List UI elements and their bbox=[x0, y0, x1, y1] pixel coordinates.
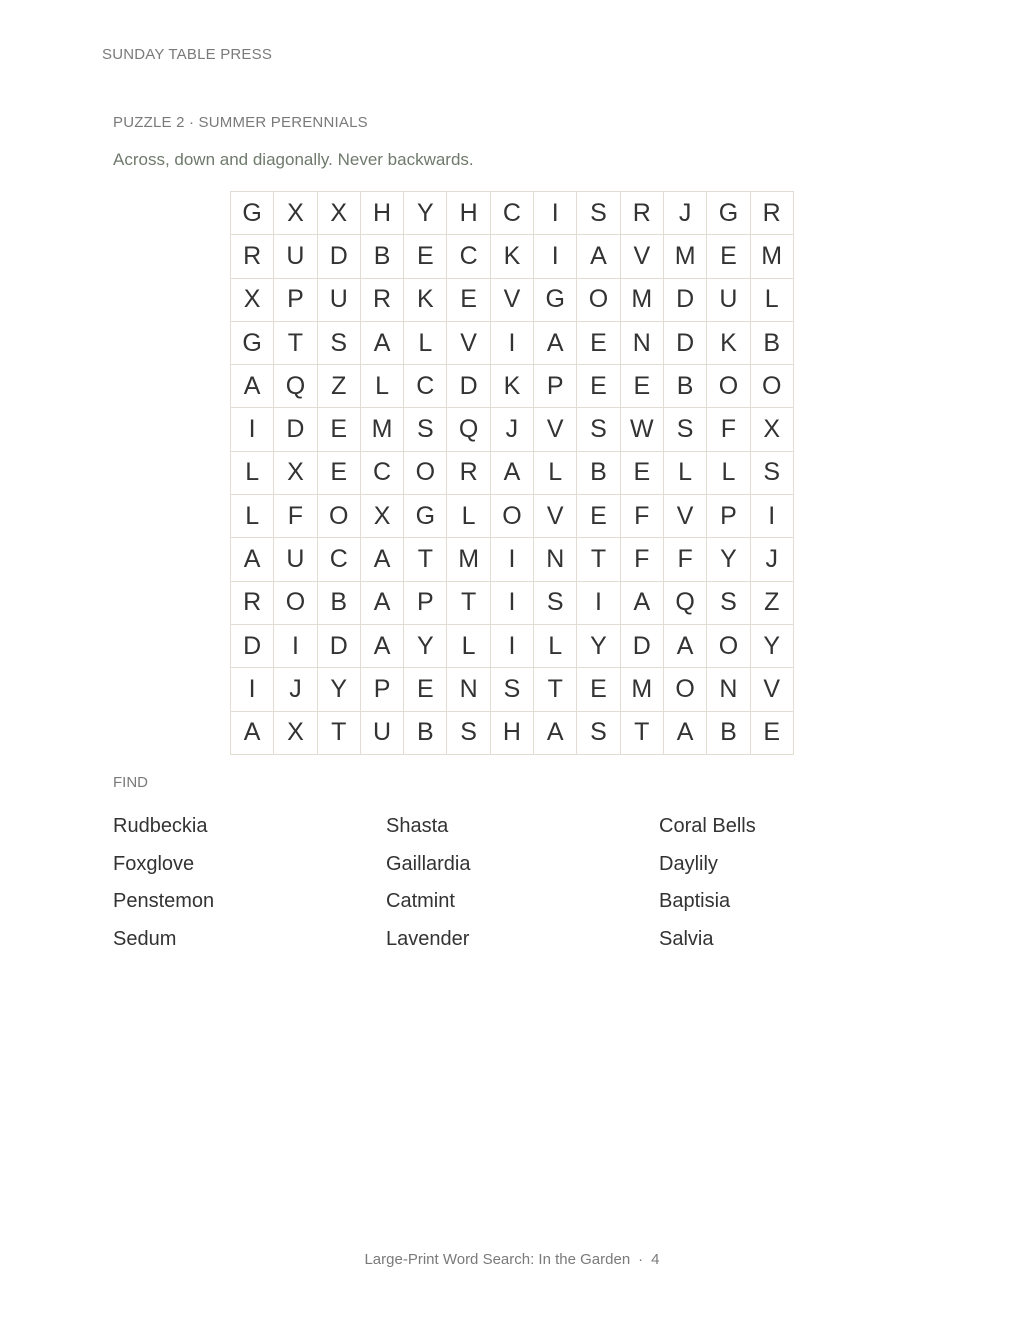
grid-cell[interactable]: T bbox=[620, 711, 663, 754]
grid-cell[interactable]: N bbox=[620, 321, 663, 364]
grid-row bbox=[231, 711, 794, 754]
grid-cell[interactable]: V bbox=[490, 278, 533, 321]
grid-cell[interactable]: I bbox=[274, 624, 317, 667]
grid-row bbox=[231, 668, 794, 711]
grid-cell[interactable]: A bbox=[360, 321, 403, 364]
grid-cell[interactable]: J bbox=[490, 408, 533, 451]
grid-cell[interactable]: N bbox=[447, 668, 490, 711]
grid-cell[interactable]: B bbox=[750, 321, 793, 364]
grid-row bbox=[231, 581, 794, 624]
grid-cell[interactable]: W bbox=[620, 408, 663, 451]
grid-cell[interactable]: L bbox=[534, 624, 577, 667]
grid-cell[interactable]: F bbox=[663, 538, 706, 581]
word-list-item: Shasta bbox=[386, 815, 449, 837]
grid-cell[interactable]: C bbox=[404, 365, 447, 408]
grid-cell[interactable]: L bbox=[231, 495, 274, 538]
grid-cell[interactable]: T bbox=[534, 668, 577, 711]
grid-cell[interactable]: P bbox=[534, 365, 577, 408]
grid-cell[interactable]: Y bbox=[404, 192, 447, 235]
grid-cell[interactable]: S bbox=[577, 192, 620, 235]
grid-cell[interactable]: O bbox=[707, 624, 750, 667]
grid-cell[interactable]: I bbox=[490, 581, 533, 624]
grid-cell[interactable]: P bbox=[707, 495, 750, 538]
grid-row bbox=[231, 365, 794, 408]
grid-cell[interactable]: X bbox=[317, 192, 360, 235]
footer-separator: · bbox=[638, 1251, 644, 1268]
grid-cell[interactable]: U bbox=[274, 538, 317, 581]
grid-cell[interactable]: C bbox=[447, 235, 490, 278]
grid-cell[interactable]: T bbox=[404, 538, 447, 581]
grid-cell[interactable]: V bbox=[534, 408, 577, 451]
grid-cell[interactable]: B bbox=[404, 711, 447, 754]
grid-cell[interactable]: V bbox=[663, 495, 706, 538]
grid-cell[interactable]: E bbox=[447, 278, 490, 321]
grid-cell[interactable]: B bbox=[360, 235, 403, 278]
grid-cell[interactable]: E bbox=[620, 451, 663, 494]
grid-cell[interactable]: D bbox=[663, 321, 706, 364]
publisher-name: SUNDAY TABLE PRESS bbox=[102, 46, 273, 63]
grid-cell[interactable]: V bbox=[620, 235, 663, 278]
grid-cell[interactable]: C bbox=[360, 451, 403, 494]
puzzle-title: PUZZLE 2 · SUMMER PERENNIALS bbox=[113, 114, 368, 131]
grid-cell[interactable]: L bbox=[360, 365, 403, 408]
grid-row bbox=[231, 451, 794, 494]
grid-cell[interactable]: M bbox=[750, 235, 793, 278]
grid-cell[interactable]: Y bbox=[707, 538, 750, 581]
page-footer bbox=[0, 1251, 1024, 1268]
grid-cell[interactable]: X bbox=[274, 192, 317, 235]
grid-cell[interactable]: S bbox=[490, 668, 533, 711]
grid-cell[interactable]: R bbox=[231, 581, 274, 624]
grid-cell[interactable]: L bbox=[447, 624, 490, 667]
grid-cell[interactable]: K bbox=[490, 365, 533, 408]
grid-cell[interactable]: I bbox=[577, 581, 620, 624]
grid-cell[interactable]: V bbox=[447, 321, 490, 364]
grid-cell[interactable]: A bbox=[360, 624, 403, 667]
grid-cell[interactable]: J bbox=[663, 192, 706, 235]
grid-cell[interactable]: A bbox=[490, 451, 533, 494]
grid-cell[interactable]: R bbox=[620, 192, 663, 235]
grid-cell[interactable]: C bbox=[317, 538, 360, 581]
grid-cell[interactable]: G bbox=[707, 192, 750, 235]
grid-cell[interactable]: D bbox=[447, 365, 490, 408]
grid-cell[interactable]: F bbox=[274, 495, 317, 538]
grid-row bbox=[231, 235, 794, 278]
grid-cell[interactable]: C bbox=[490, 192, 533, 235]
grid-cell[interactable]: R bbox=[231, 235, 274, 278]
grid-cell[interactable]: O bbox=[404, 451, 447, 494]
grid-cell[interactable]: S bbox=[317, 321, 360, 364]
grid-cell[interactable]: A bbox=[620, 581, 663, 624]
grid-cell[interactable]: D bbox=[663, 278, 706, 321]
grid-cell[interactable]: E bbox=[577, 321, 620, 364]
grid-cell[interactable]: B bbox=[707, 711, 750, 754]
grid-cell[interactable]: E bbox=[577, 365, 620, 408]
grid-cell[interactable]: S bbox=[534, 581, 577, 624]
word-list bbox=[113, 815, 933, 965]
grid-cell[interactable]: R bbox=[750, 192, 793, 235]
grid-row bbox=[231, 192, 794, 235]
grid-cell[interactable]: I bbox=[231, 668, 274, 711]
grid-cell[interactable]: X bbox=[360, 495, 403, 538]
grid-cell[interactable]: Q bbox=[447, 408, 490, 451]
grid-cell[interactable]: M bbox=[620, 668, 663, 711]
grid-cell[interactable]: E bbox=[577, 495, 620, 538]
grid-cell[interactable]: I bbox=[490, 624, 533, 667]
grid-cell[interactable]: A bbox=[231, 365, 274, 408]
grid-cell[interactable]: M bbox=[447, 538, 490, 581]
grid-cell[interactable]: P bbox=[274, 278, 317, 321]
grid-cell[interactable]: Y bbox=[404, 624, 447, 667]
grid-cell[interactable]: Q bbox=[274, 365, 317, 408]
grid-cell[interactable]: K bbox=[404, 278, 447, 321]
letter-grid bbox=[230, 191, 794, 755]
grid-cell[interactable]: E bbox=[404, 235, 447, 278]
grid-cell[interactable]: A bbox=[360, 538, 403, 581]
grid-cell[interactable]: A bbox=[360, 581, 403, 624]
grid-row bbox=[231, 624, 794, 667]
grid-cell[interactable]: I bbox=[534, 192, 577, 235]
grid-cell[interactable]: X bbox=[274, 451, 317, 494]
grid-cell[interactable]: H bbox=[490, 711, 533, 754]
word-list-item: Lavender bbox=[386, 927, 470, 950]
grid-cell[interactable]: I bbox=[534, 235, 577, 278]
grid-cell[interactable]: R bbox=[447, 451, 490, 494]
grid-cell[interactable]: E bbox=[577, 668, 620, 711]
word-list-item: Coral Bells bbox=[659, 815, 756, 837]
grid-cell[interactable]: G bbox=[231, 321, 274, 364]
grid-cell[interactable]: S bbox=[577, 711, 620, 754]
grid-cell[interactable]: K bbox=[707, 321, 750, 364]
word-list-item: Baptisia bbox=[659, 890, 731, 913]
grid-cell[interactable]: G bbox=[231, 192, 274, 235]
grid-cell[interactable]: D bbox=[317, 624, 360, 667]
grid-cell[interactable]: L bbox=[750, 278, 793, 321]
grid-cell[interactable]: O bbox=[490, 495, 533, 538]
grid-cell[interactable]: U bbox=[274, 235, 317, 278]
grid-cell[interactable]: Z bbox=[750, 581, 793, 624]
grid-cell[interactable]: Y bbox=[750, 624, 793, 667]
grid-cell[interactable]: Q bbox=[663, 581, 706, 624]
grid-cell[interactable]: L bbox=[534, 451, 577, 494]
grid-cell[interactable]: X bbox=[231, 278, 274, 321]
grid-cell[interactable]: X bbox=[750, 408, 793, 451]
grid-cell[interactable]: S bbox=[404, 408, 447, 451]
grid-cell[interactable]: M bbox=[360, 408, 403, 451]
grid-row bbox=[231, 495, 794, 538]
grid-cell[interactable]: K bbox=[490, 235, 533, 278]
grid-cell[interactable]: T bbox=[274, 321, 317, 364]
grid-cell[interactable]: F bbox=[620, 538, 663, 581]
grid-row bbox=[231, 321, 794, 364]
grid-cell[interactable]: T bbox=[577, 538, 620, 581]
grid-cell[interactable]: E bbox=[620, 365, 663, 408]
word-list-item: Daylily bbox=[659, 852, 718, 875]
grid-cell[interactable]: F bbox=[707, 408, 750, 451]
grid-cell[interactable]: I bbox=[490, 321, 533, 364]
grid-cell[interactable]: J bbox=[750, 538, 793, 581]
grid-cell[interactable]: D bbox=[317, 235, 360, 278]
grid-cell[interactable]: A bbox=[534, 321, 577, 364]
grid-cell[interactable]: D bbox=[274, 408, 317, 451]
grid-cell[interactable]: O bbox=[317, 495, 360, 538]
grid-cell[interactable]: X bbox=[274, 711, 317, 754]
grid-cell[interactable]: S bbox=[663, 408, 706, 451]
grid-cell[interactable]: A bbox=[663, 624, 706, 667]
grid-cell[interactable]: I bbox=[750, 495, 793, 538]
grid-cell[interactable]: U bbox=[707, 278, 750, 321]
grid-cell[interactable]: S bbox=[750, 451, 793, 494]
grid-cell[interactable]: Y bbox=[577, 624, 620, 667]
grid-cell[interactable]: M bbox=[620, 278, 663, 321]
book-title: Large-Print Word Search: In the Garden bbox=[364, 1251, 631, 1268]
grid-cell[interactable]: P bbox=[360, 668, 403, 711]
grid-cell[interactable]: Y bbox=[317, 668, 360, 711]
grid-cell[interactable]: O bbox=[750, 365, 793, 408]
puzzle-instructions: Across, down and diagonally. Never backwards. bbox=[113, 150, 474, 169]
grid-cell[interactable]: S bbox=[707, 581, 750, 624]
grid-cell[interactable]: D bbox=[231, 624, 274, 667]
grid-cell[interactable]: N bbox=[707, 668, 750, 711]
grid-cell[interactable]: G bbox=[404, 495, 447, 538]
word-list-item: Rudbeckia bbox=[113, 815, 208, 837]
word-list-item: Catmint bbox=[386, 890, 455, 913]
grid-cell[interactable]: E bbox=[317, 451, 360, 494]
grid-cell[interactable]: E bbox=[750, 711, 793, 754]
grid-cell[interactable]: A bbox=[577, 235, 620, 278]
grid-cell[interactable]: T bbox=[317, 711, 360, 754]
word-list-item: Foxglove bbox=[113, 852, 195, 875]
grid-cell[interactable]: L bbox=[707, 451, 750, 494]
grid-cell[interactable]: O bbox=[663, 668, 706, 711]
grid-cell[interactable]: S bbox=[577, 408, 620, 451]
grid-cell[interactable]: A bbox=[231, 711, 274, 754]
grid-cell[interactable]: A bbox=[534, 711, 577, 754]
grid-cell[interactable]: I bbox=[231, 408, 274, 451]
grid-cell[interactable]: L bbox=[231, 451, 274, 494]
grid-cell[interactable]: J bbox=[274, 668, 317, 711]
grid-cell[interactable]: R bbox=[360, 278, 403, 321]
grid-cell[interactable]: Z bbox=[317, 365, 360, 408]
grid-cell[interactable]: O bbox=[707, 365, 750, 408]
grid-cell[interactable]: F bbox=[620, 495, 663, 538]
find-label: FIND bbox=[113, 774, 148, 791]
grid-cell[interactable]: M bbox=[663, 235, 706, 278]
grid-cell[interactable]: A bbox=[231, 538, 274, 581]
grid-cell[interactable]: B bbox=[577, 451, 620, 494]
grid-row bbox=[231, 408, 794, 451]
grid-cell[interactable]: E bbox=[707, 235, 750, 278]
grid-cell[interactable]: A bbox=[663, 711, 706, 754]
grid-row bbox=[231, 278, 794, 321]
grid-row bbox=[231, 538, 794, 581]
grid-cell[interactable]: V bbox=[750, 668, 793, 711]
word-list-item: Sedum bbox=[113, 927, 177, 950]
grid-cell[interactable]: D bbox=[620, 624, 663, 667]
grid-cell[interactable]: O bbox=[577, 278, 620, 321]
grid-cell[interactable]: T bbox=[447, 581, 490, 624]
grid-cell[interactable]: U bbox=[317, 278, 360, 321]
grid-cell[interactable]: V bbox=[534, 495, 577, 538]
grid-cell[interactable]: B bbox=[317, 581, 360, 624]
grid-cell[interactable]: B bbox=[663, 365, 706, 408]
grid-cell[interactable]: I bbox=[490, 538, 533, 581]
grid-cell[interactable]: O bbox=[274, 581, 317, 624]
grid-cell[interactable]: H bbox=[360, 192, 403, 235]
page-number: 4 bbox=[651, 1251, 660, 1268]
grid-cell[interactable]: G bbox=[534, 278, 577, 321]
grid-cell[interactable]: L bbox=[404, 321, 447, 364]
grid-cell[interactable]: S bbox=[447, 711, 490, 754]
word-list-item: Gaillardia bbox=[386, 852, 471, 875]
grid-cell[interactable]: E bbox=[404, 668, 447, 711]
grid-cell[interactable]: N bbox=[534, 538, 577, 581]
grid-cell[interactable]: L bbox=[663, 451, 706, 494]
word-list-item: Penstemon bbox=[113, 890, 215, 913]
word-list-item: Salvia bbox=[659, 927, 714, 950]
grid-cell[interactable]: P bbox=[404, 581, 447, 624]
grid-cell[interactable]: L bbox=[447, 495, 490, 538]
grid-cell[interactable]: E bbox=[317, 408, 360, 451]
grid-cell[interactable]: H bbox=[447, 192, 490, 235]
grid-cell[interactable]: U bbox=[360, 711, 403, 754]
